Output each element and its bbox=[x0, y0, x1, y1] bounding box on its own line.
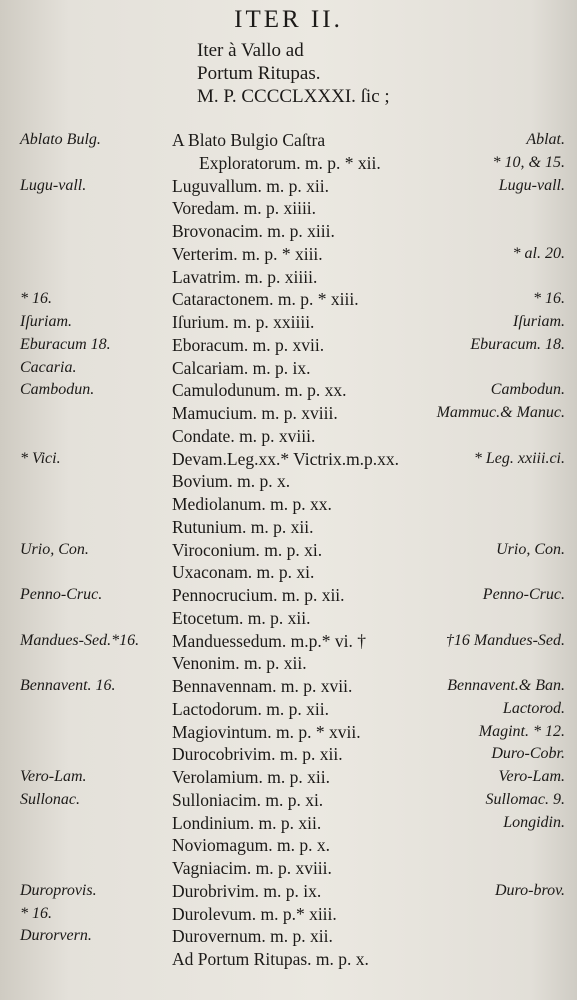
left-note: Sullonac. bbox=[20, 791, 80, 808]
station: Verterim. m. p. * xiii. bbox=[172, 244, 323, 264]
station: Luguvallum. m. p. xii. bbox=[172, 176, 330, 196]
station: Ad Portum Ritupas. m. p. x. bbox=[172, 949, 369, 969]
station: Durocobrivim. m. p. xii. bbox=[172, 744, 343, 764]
subtitle-line-3: M. P. CCCCLXXXI. ſic ; bbox=[197, 86, 390, 107]
station: Exploratorum. m. p. * xii. bbox=[199, 153, 381, 173]
left-note: Urio, Con. bbox=[20, 541, 89, 558]
station: A Blato Bulgio Caſtra bbox=[172, 130, 326, 150]
station: Durolevum. m. p.* xiii. bbox=[172, 904, 337, 924]
left-note: Cacaria. bbox=[20, 359, 77, 376]
station: Brovonacim. m. p. xiii. bbox=[172, 221, 335, 241]
station: Noviomagum. m. p. x. bbox=[172, 835, 330, 855]
station: Condate. m. p. xviii. bbox=[172, 426, 316, 446]
station: Londinium. m. p. xii. bbox=[172, 813, 322, 833]
right-note: Duro-Cobr. bbox=[491, 745, 565, 762]
right-note: Cambodun. bbox=[490, 381, 565, 398]
station: Iſurium. m. p. xxiiii. bbox=[172, 312, 315, 332]
right-note: Sullomac. 9. bbox=[485, 791, 565, 808]
left-note: Durorvern. bbox=[20, 927, 92, 944]
station: Vagniacim. m. p. xviii. bbox=[172, 858, 332, 878]
left-note: * 16. bbox=[20, 905, 52, 922]
left-note: Eburacum 18. bbox=[20, 336, 111, 353]
right-note: Iſuriam. bbox=[513, 313, 565, 330]
station: Eboracum. m. p. xvii. bbox=[172, 335, 325, 355]
station: Viroconium. m. p. xi. bbox=[172, 540, 323, 560]
right-note: * 10, & 15. bbox=[492, 154, 565, 171]
right-note: Urio, Con. bbox=[496, 541, 565, 558]
subtitle-line-2: Portum Ritupas. bbox=[197, 63, 321, 84]
left-note: Cambodun. bbox=[20, 381, 95, 398]
right-note: * al. 20. bbox=[512, 245, 565, 262]
station: Durobrivim. m. p. ix. bbox=[172, 881, 322, 901]
station: Sulloniacim. m. p. xi. bbox=[172, 790, 324, 810]
right-note: * Leg. xxiii.ci. bbox=[473, 450, 565, 467]
left-note: Ablato Bulg. bbox=[20, 131, 101, 148]
left-note: Penno-Cruc. bbox=[20, 586, 103, 603]
station: Mediolanum. m. p. xx. bbox=[172, 494, 332, 514]
station: Camulodunum. m. p. xx. bbox=[172, 380, 347, 400]
right-note: †16 Mandues-Sed. bbox=[445, 632, 565, 649]
station: Verolamium. m. p. xii. bbox=[172, 767, 330, 787]
right-note: Magint. * 12. bbox=[478, 723, 565, 740]
page-title: ITER II. bbox=[234, 6, 343, 33]
station: Lavatrim. m. p. xiiii. bbox=[172, 267, 318, 287]
station: Magiovintum. m. p. * xvii. bbox=[172, 722, 361, 742]
station: Bennavennam. m. p. xvii. bbox=[172, 676, 353, 696]
right-note: Duro-brov. bbox=[494, 882, 565, 899]
station: Cataractonem. m. p. * xiii. bbox=[172, 289, 359, 309]
station: Devam.Leg.xx.* Victrix.m.p.xx. bbox=[172, 449, 400, 469]
station: Durovernum. m. p. xii. bbox=[172, 926, 333, 946]
right-note: Penno-Cruc. bbox=[482, 586, 565, 603]
station: Voredam. m. p. xiiii. bbox=[172, 198, 317, 218]
right-note: * 16. bbox=[533, 290, 565, 307]
left-note: Vero-Lam. bbox=[20, 768, 87, 785]
station: Manduessedum. m.p.* vi. † bbox=[172, 631, 366, 651]
left-note: Duroprovis. bbox=[20, 882, 97, 899]
subtitle-line-1: Iter à Vallo ad bbox=[197, 40, 304, 61]
station: Pennocrucium. m. p. xii. bbox=[172, 585, 345, 605]
station: Venonim. m. p. xii. bbox=[172, 653, 307, 673]
station: Etocetum. m. p. xii. bbox=[172, 608, 311, 628]
station: Rutunium. m. p. xii. bbox=[172, 517, 314, 537]
right-note: Eburacum. 18. bbox=[470, 336, 565, 353]
right-note: Vero-Lam. bbox=[498, 768, 565, 785]
left-note: Lugu-vall. bbox=[20, 177, 87, 194]
left-note: Mandues-Sed.*16. bbox=[20, 632, 140, 649]
right-note: Lactorod. bbox=[502, 700, 565, 717]
left-note: Bennavent. 16. bbox=[20, 677, 116, 694]
left-note: * 16. bbox=[20, 290, 52, 307]
left-note: Iſuriam. bbox=[20, 313, 72, 330]
station: Mamucium. m. p. xviii. bbox=[172, 403, 338, 423]
right-note: Lugu-vall. bbox=[498, 177, 565, 194]
right-note: Bennavent.& Ban. bbox=[447, 677, 565, 694]
station: Lactodorum. m. p. xii. bbox=[172, 699, 329, 719]
station: Uxaconam. m. p. xi. bbox=[172, 562, 315, 582]
station: Bovium. m. p. x. bbox=[172, 471, 291, 491]
right-note: Longidin. bbox=[503, 814, 565, 831]
right-note: Ablat. bbox=[526, 131, 565, 148]
right-note: Mammuc.& Manuc. bbox=[436, 404, 565, 421]
left-note: * Vici. bbox=[20, 450, 61, 467]
station: Calcariam. m. p. ix. bbox=[172, 358, 311, 378]
